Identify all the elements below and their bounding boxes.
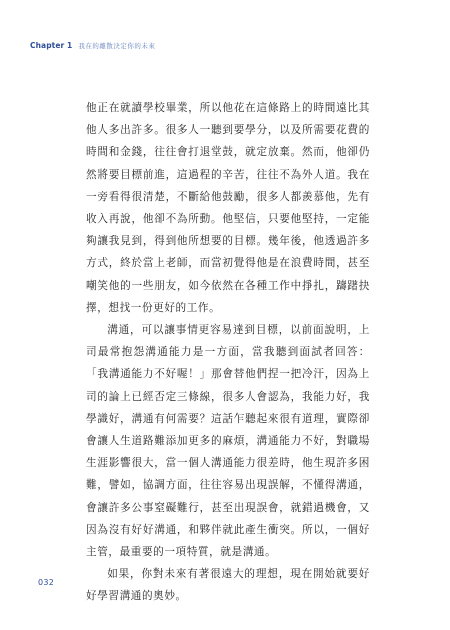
body-text xyxy=(86,97,370,608)
paragraph-1: 他正在就讀學校畢業，所以他花在這條路上的時間遠比其他人多出許多。很多人一聽到要學分，以及所需要花費的時間和金錢，往往會打退堂鼓，就定放棄。然而，他卻仍然將要目標前進，這過程的辛苦，往往不為外人道。我在一旁看得很清楚，不斷給他鼓勵，很多人都羨慕他，先有收入再說，他卻不為所動。他堅信，只要他堅持，一定能夠讓我見到，得到他所想要的目標。幾年後，他透過許多方式，終於當上老師，而當初覺得他是在浪費時間，甚至嘲笑他的一些朋友，如今依然在各種工作中掙扎，躊躇抉擇，想找一份更好的工作。 xyxy=(86,102,370,314)
page-number: 032 xyxy=(38,578,55,587)
paragraph-3: 如果，你對未來有著很遠大的理想，現在開始就要好好學習溝通的奧妙。 xyxy=(86,568,370,603)
running-header xyxy=(30,41,155,55)
chapter-label: Chapter 1 xyxy=(30,41,73,50)
paragraph-2: 溝通，可以讓事情更容易達到目標，以前面說明，上司最常抱怨溝通能力是一方面，當我聽到面試者回答：「我溝通能力不好喔！」那會替他們捏一把冷汗，因為上司的論上已經否定三條線，很多人會認為，我能力好，我學識好，溝通有何需要？這話乍聽起來很有道理，實際卻會讓人生道路難添加更多的麻煩，溝通能力不好，對職場生涯影響很大，當一個人溝通能力很差時，他生現許多困難，譬如，協調方面，往往容易出現誤解，不懂得溝通，會讓許多公事窒礙難行，甚至出現誤會，就錯過機會，又因為沒有好好溝通，和夥伴就此產生衝突。所以，一個好主管，最重要的一項特質，就是溝通。 xyxy=(86,324,370,559)
chapter-title: 我在的離散決定你的未來 xyxy=(78,42,156,50)
